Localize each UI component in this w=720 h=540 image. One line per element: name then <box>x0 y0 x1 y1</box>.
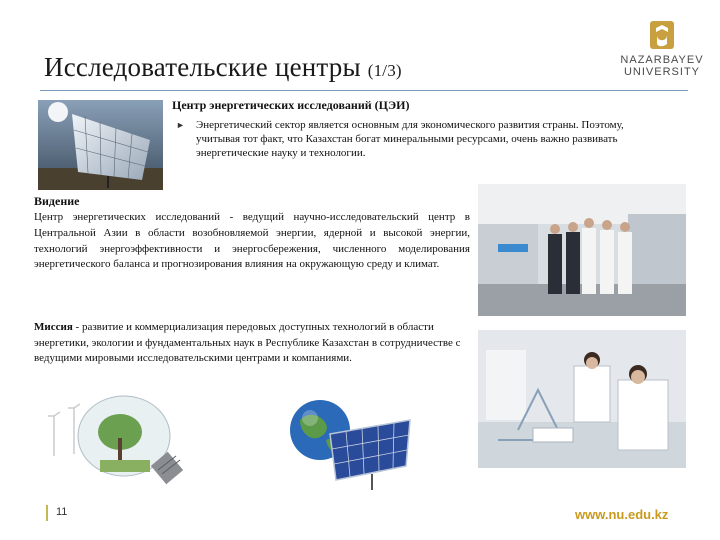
university-logo <box>614 20 710 78</box>
logo-mark-icon <box>649 20 675 50</box>
page-title <box>44 52 402 83</box>
vision-heading: Видение <box>34 194 80 208</box>
footer-url[interactable]: www.nu.edu.kz <box>575 507 669 522</box>
logo-line-2: UNIVERSITY <box>623 66 700 78</box>
title-suffix: (1/3) <box>367 61 402 80</box>
vision-text: Центр энергетических исследований - ведущий научно-исследовательский центр в Центральной Азии в области возобновляемой энергии, ядерной и высокой энергии, технологий энергоэффективности и энергосбережения, численного моделирования энергетического баланса и прогнозирования влияния на окружающую среду и климат. <box>34 211 470 271</box>
logo-line-1: NAZARBAYEV <box>620 54 704 66</box>
globe-solar-panel-photo <box>286 390 416 492</box>
mission-text: - развитие и коммерциализация передовых доступных технологий в области энергетики, экологии и фундаментальных наук в Республике Казахстан в сотрудничестве с ведущими мировыми исследовательскими центрами и компаниями. <box>34 321 461 364</box>
solar-plant-photo <box>38 100 163 190</box>
center-heading: Центр энергетических исследований (ЦЭИ) <box>172 98 410 112</box>
page-number-marker <box>46 505 48 521</box>
title-divider <box>40 90 688 91</box>
mission-block <box>34 320 464 367</box>
triangle-right-icon: ► <box>176 120 185 130</box>
light-bulb-tree-photo <box>40 386 188 498</box>
lab-researchers-photo <box>478 330 686 468</box>
center-description: Энергетический сектор является основным для экономического развития страны. Поэтому, учитывая тот факт, что Казахстан богат минеральными ресурсами, очень важно развивать энергетические науку и технологии. <box>196 119 624 159</box>
title-main: Исследовательские центры <box>44 52 361 82</box>
page-number: 11 <box>56 506 68 518</box>
mission-heading: Миссия <box>34 321 73 333</box>
lab-visit-photo <box>478 184 686 316</box>
